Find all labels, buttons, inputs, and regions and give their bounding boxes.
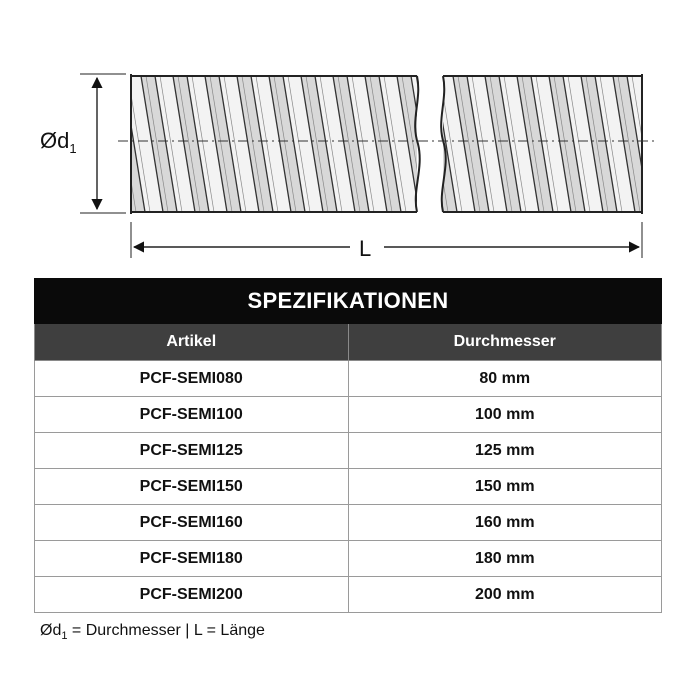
pipe-ridge-line <box>664 76 686 212</box>
diameter-cell: 150 mm <box>348 469 662 505</box>
article-cell: PCF-SEMI100 <box>35 397 349 433</box>
table-row <box>35 541 662 577</box>
diameter-cell: 180 mm <box>348 541 662 577</box>
column-header-diameter: Durchmesser <box>348 324 662 361</box>
pipe-ridge-band <box>77 76 113 212</box>
pipe-segment-left <box>77 74 470 214</box>
table-row <box>35 577 662 613</box>
length-dimension <box>131 222 642 258</box>
pipe-ridge-line <box>91 76 113 212</box>
diameter-label: $Ød_1$ <box>40 128 77 156</box>
length-label: L <box>359 236 372 261</box>
article-cell: PCF-SEMI200 <box>35 577 349 613</box>
table-title: SPEZIFIKATIONEN <box>35 279 662 324</box>
pipe-ridge-line <box>659 76 681 212</box>
column-header-article: Artikel <box>35 324 349 361</box>
diameter-cell: 160 mm <box>348 505 662 541</box>
pipe-ridge-line <box>109 76 131 212</box>
article-cell: PCF-SEMI080 <box>35 361 349 397</box>
diameter-cell: 80 mm <box>348 361 662 397</box>
pipe-ridge-band <box>645 76 681 212</box>
pipe-ridge-line <box>645 76 667 212</box>
diameter-cell: 125 mm <box>348 433 662 469</box>
table-row <box>35 469 662 505</box>
table-row <box>35 505 662 541</box>
article-cell: PCF-SEMI150 <box>35 469 349 505</box>
diameter-cell: 100 mm <box>348 397 662 433</box>
table-row <box>35 361 662 397</box>
article-cell: PCF-SEMI160 <box>35 505 349 541</box>
diameter-dimension <box>80 74 126 213</box>
diameter-cell: 200 mm <box>348 577 662 613</box>
table-row <box>35 397 662 433</box>
spec-table <box>34 278 662 613</box>
pipe-ridge-line <box>416 76 438 212</box>
legend-note: $Ød_1$ = Durchmesser | L = Länge <box>40 622 265 642</box>
article-cell: PCF-SEMI125 <box>35 433 349 469</box>
table-row <box>35 433 662 469</box>
pipe-ridge-line <box>650 76 672 212</box>
pipe-segment-right <box>389 74 686 214</box>
pipe-ridge-line <box>96 76 118 212</box>
article-cell: PCF-SEMI180 <box>35 541 349 577</box>
pipe-ridge-line <box>77 76 99 212</box>
pipe-ridge-line <box>82 76 104 212</box>
pipe-ridge-line <box>421 76 443 212</box>
pipe-drawing <box>0 0 700 270</box>
